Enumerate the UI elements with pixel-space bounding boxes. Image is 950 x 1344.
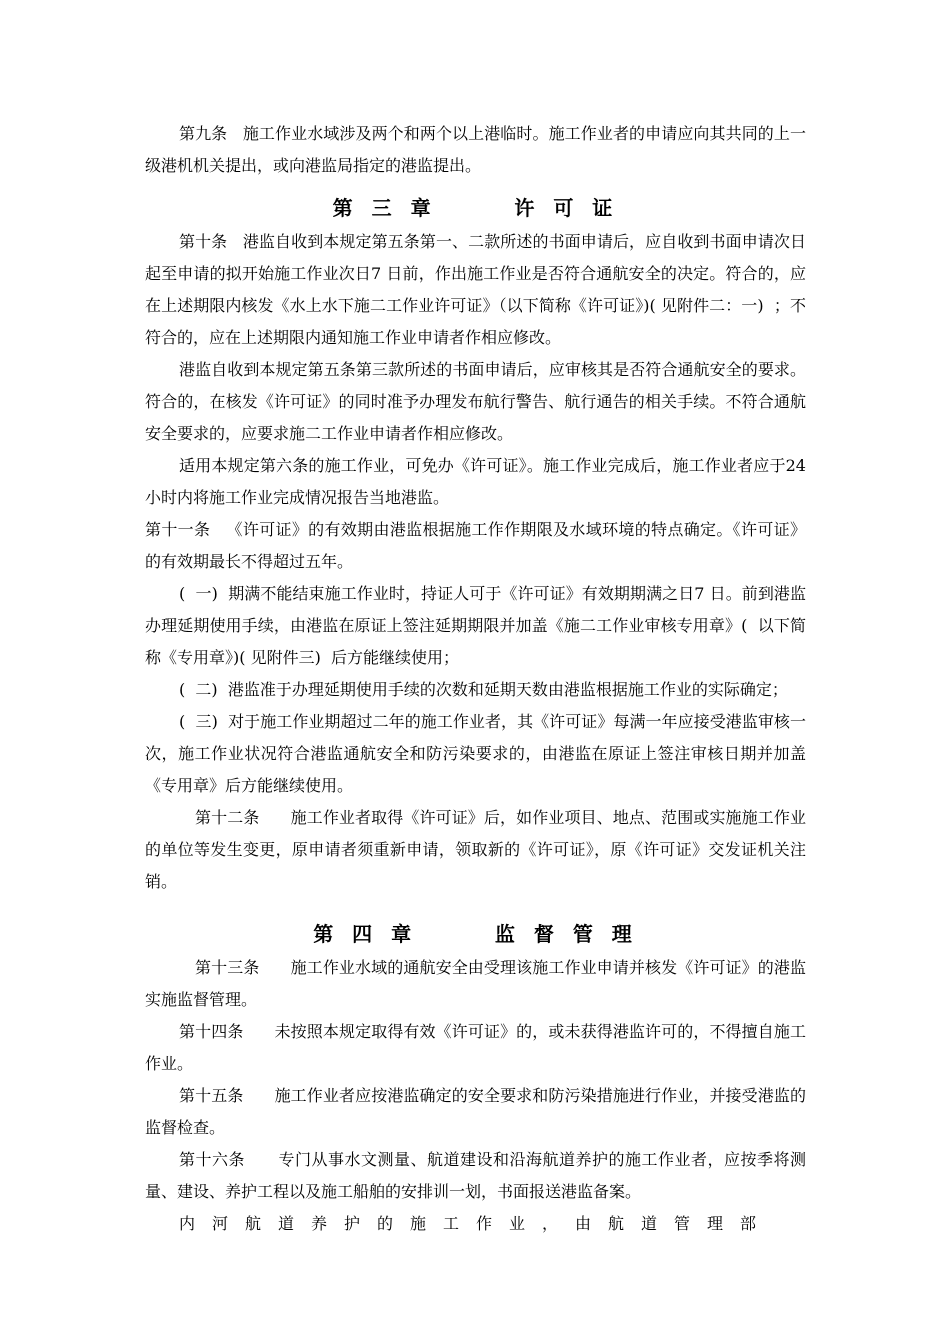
article-15: 第十五条 施工作业者应按港监确定的安全要求和防污染措施进行作业，并接受港监的监督检查。 bbox=[145, 1086, 806, 1137]
article-16: 第十六条 专门从事水文测量、航道建设和沿海航道养护的施工作业者，应按季将测量、建设、养护工程以及施工船舶的安排训一划，书面报送港监备案。 bbox=[145, 1150, 806, 1201]
article-12: 第十二条 施工作业者取得《许可证》后，如作业项目、地点、范围或实施施工作业的单位等发生变更，原申请者须重新申请，领取新的《许可证》，原《许可证》交发证机关注销。 bbox=[145, 808, 806, 891]
article-11-item-2: ( 二) 港监准于办理延期使用手续的次数和延期天数由港监根据施工作业的实际确定； bbox=[179, 680, 788, 699]
article-16-paragraph-2: 内河航道养护的施工作业，由航道管理部 bbox=[179, 1214, 774, 1233]
chapter-4-heading: 第 四 章 监 督 管 理 bbox=[313, 922, 638, 946]
article-11-item-3: ( 三) 对于施工作业期超过二年的施工作业者，其《许可证》每满一年应接受港监审核一次，施工作业状况符合港监通航安全和防污染要求的，由港监在原证上签注审核日期并加盖《专用章》后方能继续使用。 bbox=[145, 712, 806, 795]
article-9: 第九条 施工作业水域涉及两个和两个以上港临时。施工作业者的申请应向其共同的上一级港机机关提出，或向港监局指定的港监提出。 bbox=[145, 124, 806, 175]
article-10-paragraph-2: 港监自收到本规定第五条第三款所述的书面申请后，应审核其是否符合通航安全的要求。符合的，在核发《许可证》的同时准予办理发布航行警告、航行通告的相关手续。不符合通航安全要求的，应要求施二工作业申请者作相应修改。 bbox=[145, 360, 806, 443]
article-13: 第十三条 施工作业水域的通航安全由受理该施工作业申请并核发《许可证》的港监实施监督管理。 bbox=[145, 958, 806, 1009]
article-11-item-1: ( 一) 期满不能结束施工作业时，持证人可于《许可证》有效期期满之日7 日。前到港监办理延期使用手续，由港监在原证上签注延期期限并加盖《施二工作业审核专用章》( 以下简称《专用章》)( 见附件三) 后方能继续使用； bbox=[145, 584, 806, 667]
chapter-3-heading: 第 三 章 许 可 证 bbox=[332, 196, 619, 220]
article-10-paragraph-3: 适用本规定第六条的施工作业，可免办《许可证》。施工作业完成后，施工作业者应于24小时内将施工作业完成情况报告当地港监。 bbox=[145, 456, 806, 507]
article-11: 第十一条 《许可证》的有效期由港监根据施工作作期限及水域环境的特点确定。《许可证》的有效期最长不得超过五年。 bbox=[145, 520, 806, 571]
article-14: 第十四条 未按照本规定取得有效《许可证》的，或未获得港监许可的，不得擅自施工作业。 bbox=[145, 1022, 806, 1073]
article-10: 第十条 港监自收到本规定第五条第一、二款所述的书面申请后，应自收到书面申请次日起至申请的拟开始施工作业次日7 日前，作出施工作业是否符合通航安全的决定。符合的，应在上述期限内核发《水上水下施二工作业许可证》（以下简称《许可证》)( 见附件二：一) ；不符合的，应在上述期限内通知施工作业申请者作相应修改。 bbox=[145, 232, 806, 347]
